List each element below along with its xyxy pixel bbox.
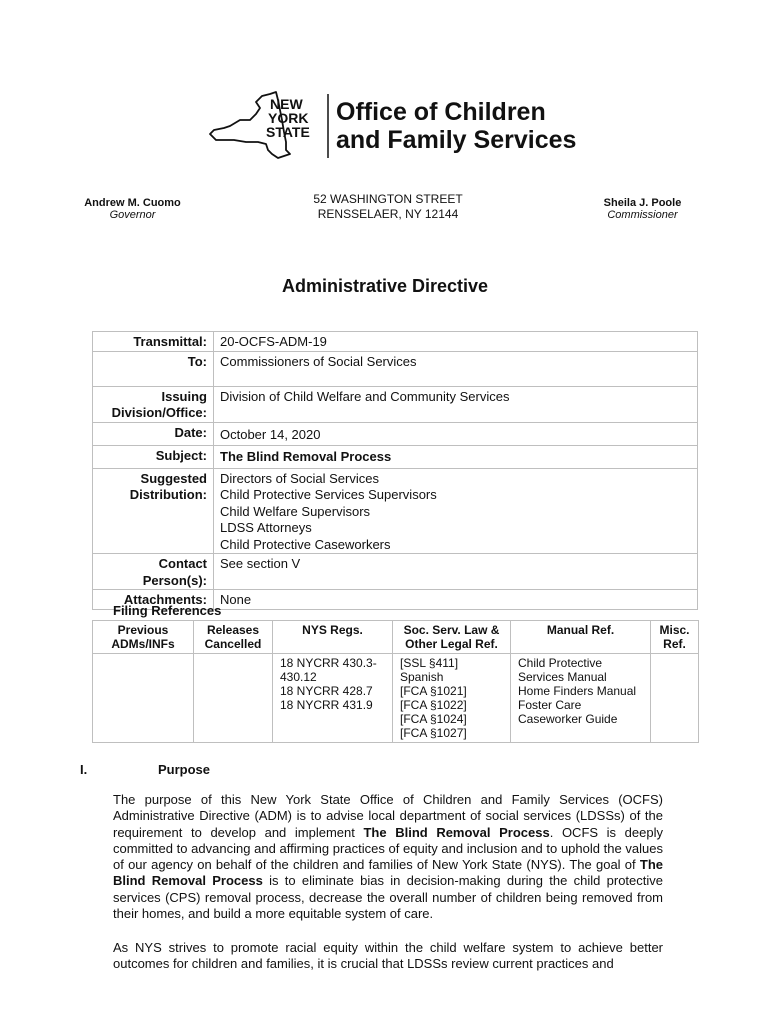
date-label: Date:	[93, 422, 214, 446]
purpose-paragraph-1	[113, 792, 663, 922]
nys-regs-cell	[273, 654, 393, 743]
attachments-label: Attachments:	[93, 590, 214, 610]
address-block	[280, 192, 496, 222]
list-item: [SSL §411]	[400, 656, 459, 670]
misc-ref-cell	[651, 654, 699, 743]
list-item: 18 NYCRR 428.7	[280, 684, 373, 698]
table-row	[93, 446, 698, 469]
legal-ref-cell	[393, 654, 511, 743]
state-line-2: YORK	[268, 110, 309, 126]
list-item: Spanish	[400, 670, 444, 684]
col-header-misc-ref	[651, 621, 699, 654]
distribution-label-line-2: Distribution:	[129, 487, 207, 502]
para-text: . OCFS is deeply committed to advancing and affirming practices of equity and inclusion and to uphold the values of our agency on behalf of the children and families of New York State (NYS). The goal of	[113, 824, 663, 873]
list-item: Home Finders Manual	[518, 684, 637, 698]
governor-block	[70, 197, 195, 221]
subject-value: The Blind Removal Process	[214, 446, 698, 469]
list-item: [FCA §1021]	[400, 684, 467, 698]
address-line-1: 52 WASHINGTON STREET	[313, 192, 463, 206]
contact-label-line-1: Contact	[158, 556, 207, 571]
to-value: Commissioners of Social Services	[214, 351, 698, 386]
list-item: [FCA §1022]	[400, 698, 467, 712]
document-title: Administrative Directive	[281, 276, 489, 296]
issuing-label-line-2: Division/Office:	[111, 405, 207, 420]
contact-value: See section V	[214, 554, 698, 590]
issuing-value: Division of Child Welfare and Community Services	[214, 386, 698, 422]
section-title: Purpose	[158, 762, 211, 777]
distribution-label	[93, 468, 214, 554]
list-item: Child Welfare Supervisors	[220, 503, 371, 519]
table-row	[93, 386, 698, 422]
governor-name: Andrew M. Cuomo	[84, 197, 181, 209]
col-header-text: Ref.	[663, 637, 686, 651]
ocfs-logo	[206, 90, 576, 162]
issuing-label	[93, 386, 214, 422]
date-value: October 14, 2020	[214, 422, 698, 446]
list-item: Caseworker Guide	[518, 712, 618, 726]
filing-references-label: Filing References	[113, 603, 222, 618]
table-row	[93, 554, 698, 590]
list-item: [FCA §1027]	[400, 726, 467, 740]
col-header-manual-ref	[511, 621, 651, 654]
to-label: To:	[93, 351, 214, 386]
para-emphasis: The Blind Removal Process	[363, 824, 550, 840]
list-item: Foster Care	[518, 698, 582, 712]
col-header-text: Previous	[117, 623, 169, 637]
transmittal-label: Transmittal:	[93, 332, 214, 352]
para-text: The purpose of this New York State Office of Children and Family Services (OCFS) Administrative Directive (ADM) is to advise local department of social services (LDSSs) of the requirement to develop and implement	[113, 792, 663, 840]
list-item: Directors of Social Services	[220, 470, 379, 486]
col-header-text: Soc. Serv. Law &	[403, 623, 500, 637]
para-emphasis: The Blind Removal Process	[113, 857, 663, 889]
list-item: Child Protective	[518, 656, 603, 670]
list-item: 18 NYCRR 430.3-	[280, 656, 377, 670]
manual-ref-cell	[511, 654, 651, 743]
commissioner-block	[585, 197, 700, 221]
office-line-2: and Family Services	[336, 126, 576, 154]
col-header-text: Releases	[206, 623, 260, 637]
commissioner-name: Sheila J. Poole	[603, 197, 682, 209]
table-row	[93, 468, 698, 554]
list-item: [FCA §1024]	[400, 712, 467, 726]
list-item: Child Protective Services Supervisors	[220, 487, 437, 502]
list-item: 18 NYCRR 431.9	[280, 698, 373, 712]
attachments-value: None	[214, 590, 698, 610]
filing-references-table	[92, 620, 699, 743]
table-header-row	[93, 621, 699, 654]
distribution-label-line-1: Suggested	[140, 470, 207, 486]
table-row	[93, 422, 698, 446]
issuing-label-line-1: Issuing	[161, 388, 207, 404]
para-text: is to eliminate bias in decision-making during the child protective services (CPS) removal process, decrease the overall number of children being removed from their homes, and build a more equitable system of care.	[113, 873, 663, 922]
commissioner-title: Commissioner	[607, 209, 678, 221]
state-line-3: STATE	[266, 124, 310, 140]
col-header-releases	[194, 621, 273, 654]
col-header-text: ADMs/INFs	[111, 637, 175, 651]
office-line-1: Office of Children	[336, 98, 546, 126]
table-row	[93, 654, 699, 743]
state-line-1: NEW	[270, 96, 303, 112]
releases-cell	[194, 654, 273, 743]
col-header-previous	[93, 621, 194, 654]
governor-title: Governor	[109, 209, 156, 221]
subject-label: Subject:	[93, 446, 214, 469]
purpose-paragraph-2: As NYS strives to promote racial equity within the child welfare system to achieve better outcomes for children and families, it is crucial that LDSSs review current practices and	[113, 940, 663, 972]
contact-label	[93, 554, 214, 590]
table-row	[93, 351, 698, 386]
distribution-list	[214, 468, 698, 554]
col-header-legal-ref	[393, 621, 511, 654]
previous-cell	[93, 654, 194, 743]
col-header-text: NYS Regs.	[302, 623, 363, 637]
table-row	[93, 332, 698, 352]
col-header-nys-regs	[273, 621, 393, 654]
contact-label-line-2: Person(s):	[142, 572, 207, 588]
list-item: LDSS Attorneys	[220, 520, 312, 535]
col-header-text: Other Legal Ref.	[405, 637, 498, 651]
col-header-text: Manual Ref.	[546, 623, 615, 637]
list-item: 430.12	[280, 670, 317, 684]
list-item: Services Manual	[518, 670, 607, 684]
col-header-text: Misc.	[659, 623, 690, 637]
list-item: Child Protective Caseworkers	[220, 536, 391, 552]
col-header-text: Cancelled	[204, 637, 262, 651]
transmittal-value: 20-OCFS-ADM-19	[214, 332, 698, 352]
address-line-2: RENSSELAER, NY 12144	[317, 207, 459, 221]
transmittal-table	[92, 331, 698, 610]
section-number: I.	[80, 762, 88, 777]
